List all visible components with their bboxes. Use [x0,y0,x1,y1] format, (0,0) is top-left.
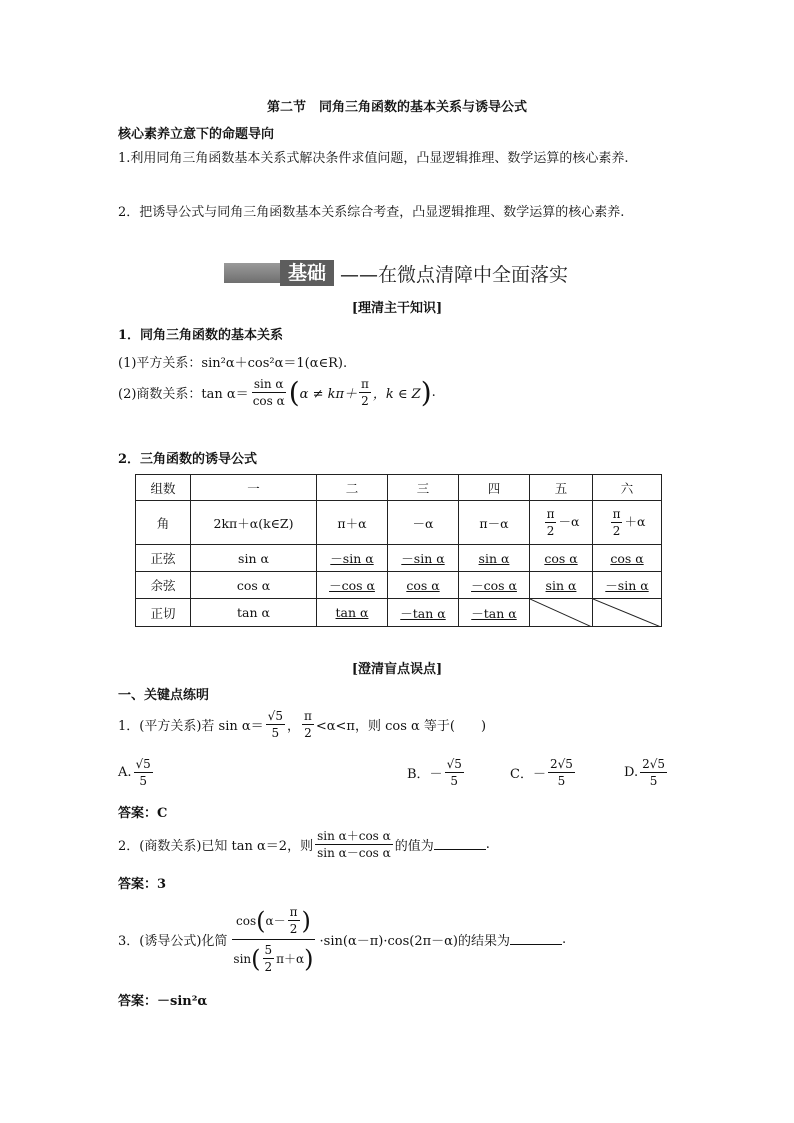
q3-bottom-two: 2 [264,960,273,974]
section-label-knowledge: [理清主干知识] [351,301,443,316]
option-d-fraction [640,756,667,789]
q3-numerator [232,902,315,940]
option-c-denominator: 5 [557,774,566,788]
quotient-denominator: cos α [252,394,285,408]
table-cell: cos α [388,572,459,599]
angle6-tail: ＋α [624,514,646,529]
q1-option-a[interactable] [118,756,155,789]
option-b-numerator: √5 [446,757,462,771]
table-header-cell: 四 [459,475,530,501]
table-row [136,572,662,599]
q1-answer: 答案：C [118,806,168,821]
option-c-label: C．－ [510,767,546,782]
q3-top-arg: α－ [265,913,286,928]
option-d-numerator: 2√5 [642,757,666,771]
option-d-label: D. [624,765,639,780]
q2-end: . [485,837,490,852]
core-heading: 核心素养立意下的命题导向 [118,127,275,142]
option-a-fraction [134,756,153,789]
keypoint-heading: 一、关键点练明 [118,688,210,703]
q3-left-paren-icon: ( [256,906,266,935]
option-a-label: A. [118,765,132,780]
q2-numerator: sin α＋cos α [317,829,391,843]
square-relation: (1)平方关系：sin²α＋cos²α＝1(α∈R). [118,356,348,371]
core-paragraph-1: 1.利用同角三角函数基本关系式解决条件求值问题，凸显逻辑推理、数学运算的核心素养. [118,151,629,166]
option-b-fraction [445,756,464,789]
table-row-label: 角 [136,501,191,545]
q3-five: 5 [264,943,273,957]
q3-right-paren-icon-2: ) [304,944,314,973]
q2-answer-blank[interactable] [434,839,486,850]
table-row [136,545,662,572]
table-cell: －cos α [459,572,530,599]
diagonal-line-icon [593,599,661,627]
option-a-numerator: √5 [135,757,151,771]
q3-top-pi-fraction [288,904,300,937]
table-header-cell: 六 [593,475,662,501]
option-c-fraction [548,756,575,789]
condition-numerator: π [361,377,369,391]
q3-bottom-tail: π＋α [276,951,305,966]
q2-answer: 答案：3 [118,877,167,892]
table-header-row [136,475,662,501]
section-label-pitfalls: [澄清盲点误点] [351,662,443,677]
table-cell: －cos α [317,572,388,599]
right-paren-icon: ) [420,376,432,409]
question-2 [118,828,490,861]
table-cell: －α [388,501,459,545]
table-cell [530,501,593,545]
q3-answer-blank[interactable] [510,934,562,945]
q1-option-c[interactable] [510,756,577,789]
option-a-denominator: 5 [139,774,147,788]
table-cell: sin α [459,545,530,572]
quotient-condition-right: ，k ∈ Z [372,387,421,402]
q3-cos: cos [236,913,257,928]
q3-end: . [562,932,567,947]
table-cell: cos α [530,545,593,572]
table-header-cell: 组数 [136,475,191,501]
q1-option-b[interactable] [407,756,466,789]
table-row [136,599,662,627]
table-cell: －tan α [388,599,459,627]
q1-denominator: 5 [271,726,280,740]
angle5-tail: －α [558,514,580,529]
table-header-cell: 一 [191,475,317,501]
q1-pi-numerator: π [303,709,312,723]
angle5-fraction [545,506,557,539]
induction-table [135,474,662,627]
q3-fraction [229,902,317,977]
table-cell: cos α [593,545,662,572]
quotient-fraction [251,376,287,409]
table-cell-empty [593,599,662,627]
section-banner [224,259,568,287]
condition-fraction [359,376,371,409]
page-title: 第二节 同角三角函数的基本关系与诱导公式 [266,100,527,115]
option-b-label: B．－ [407,767,443,782]
table-row-label: 余弦 [136,572,191,599]
option-b-denominator: 5 [450,774,459,788]
q1-numerator: √5 [267,709,283,723]
table-cell: sin α [530,572,593,599]
question-1: 1．(平方关系)若 sin α＝ $\frac{√5}{5}$ ， $\frac{\pi}{2}$ <α<π，则 cos α 等于( ) [118,709,487,740]
q3-top-pi: π [289,905,298,919]
table-cell: π－α [459,501,530,545]
q3-answer: 答案：－sin²α [118,994,208,1009]
banner-key: 基础 [280,260,334,286]
angle6-fraction [611,506,623,539]
table-cell: －sin α [593,572,662,599]
table-header-cell: 二 [317,475,388,501]
q1-pi-denominator: 2 [304,726,312,740]
q2-denominator: sin α－cos α [317,846,391,860]
q1-option-d[interactable] [624,756,669,789]
table-cell: 2kπ＋α(k∈Z) [191,501,317,545]
table-cell: －sin α [388,545,459,572]
q3-denominator [229,940,317,977]
q3-top-two: 2 [289,922,298,936]
table-cell-empty [530,599,593,627]
q3-bottom-fraction [263,942,275,975]
table-cell: tan α [191,599,317,627]
q3-left-paren-icon-2: ( [251,944,261,973]
diagonal-line-icon [530,599,592,627]
angle5-denominator: 2 [546,524,555,538]
table-header-cell: 三 [388,475,459,501]
quotient-condition-left: α ≠ kπ＋ [299,387,358,402]
table-row-label: 正弦 [136,545,191,572]
option-d-denominator: 5 [649,774,658,788]
banner-bar [224,263,280,283]
table-cell: －tan α [459,599,530,627]
table-cell: π＋α [317,501,388,545]
basic-heading: 1．同角三角函数的基本关系 [118,328,284,343]
table-header-cell: 五 [530,475,593,501]
q1-pi-fraction [302,708,314,741]
condition-denominator: 2 [361,394,369,408]
q1-condition: <α<π，则 cos α 等于( ) [315,719,487,734]
quotient-end: . [431,385,436,400]
left-paren-icon: ( [288,376,300,409]
q3-prefix: 3．(诱导公式)化简 [118,934,228,949]
table-cell: cos α [191,572,317,599]
q3-right-paren-icon: ) [301,906,311,935]
table-row [136,501,662,545]
angle5-numerator: π [546,507,555,521]
q2-prefix: 2．(商数关系)已知 tan α＝2，则 [118,839,314,854]
table-cell: tan α [317,599,388,627]
table-row-label: 正切 [136,599,191,627]
q3-sin: sin [233,951,252,966]
angle6-numerator: π [612,507,621,521]
induction-heading: 2．三角函数的诱导公式 [118,452,258,467]
q2-fraction [315,828,393,861]
banner-subtitle: ——在微点清障中全面落实 [340,263,569,286]
quotient-prefix: (2)商数关系：tan α＝ [118,387,249,402]
quotient-relation [118,376,436,409]
angle6-denominator: 2 [612,524,621,538]
q1-fraction [266,708,285,741]
table-cell: sin α [191,545,317,572]
q1-prefix: 1．(平方关系)若 sin α＝ [118,719,264,734]
core-paragraph-2: 2．把诱导公式与同角三角函数基本关系综合考查，凸显逻辑推理、数学运算的核心素养. [118,205,625,220]
q2-suffix: 的值为 [394,839,434,854]
quotient-numerator: sin α [253,377,284,391]
question-3 [118,902,566,977]
q3-suffix: ·sin(α－π)·cos(2π－α)的结果为 [319,934,510,949]
table-cell [593,501,662,545]
table-cell: －sin α [317,545,388,572]
option-c-numerator: 2√5 [549,757,573,771]
